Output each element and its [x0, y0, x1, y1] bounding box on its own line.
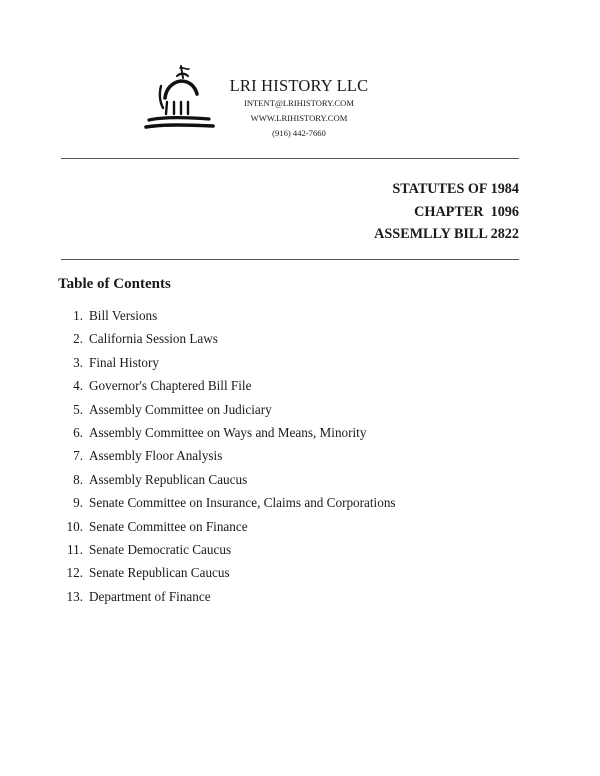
toc-item-number: 4.: [73, 378, 83, 394]
toc-item: [58, 329, 396, 352]
toc-item: [58, 563, 396, 586]
toc-item-label: California Session Laws: [89, 331, 218, 347]
statute-divider: [61, 259, 519, 260]
toc-item-label: Senate Republican Caucus: [89, 565, 230, 581]
toc-item-number: 8.: [73, 471, 83, 487]
toc-item: [58, 446, 396, 469]
toc-item: [58, 493, 396, 516]
toc-item: [58, 353, 396, 376]
toc-item-number: 6.: [73, 424, 83, 440]
toc-item-number: 1.: [73, 308, 83, 323]
toc-item-number: 11.: [67, 541, 83, 557]
toc-item: [58, 423, 396, 446]
toc-item-label: Assembly Republican Caucus: [89, 471, 248, 487]
toc-item-label: Assembly Committee on Ways and Means, Minority: [89, 424, 367, 440]
statute-block: [374, 178, 519, 246]
toc-item-label: Bill Versions: [89, 308, 158, 323]
toc-item-number: 9.: [73, 495, 83, 511]
toc-item-label: Governor's Chaptered Bill File: [89, 378, 252, 394]
header-divider: [61, 158, 519, 159]
toc-item-number: 12.: [66, 565, 83, 581]
toc-item-label: Senate Committee on Insurance, Claims and Corporations: [89, 495, 396, 511]
toc-list: [58, 306, 396, 610]
company-info: [226, 76, 372, 141]
company-email: INTENT@LRIHISTORY.COM: [243, 98, 354, 108]
toc-item: [58, 587, 396, 610]
toc-item-label: Assembly Floor Analysis: [89, 448, 223, 464]
toc-item-number: 5.: [73, 401, 83, 417]
capitol-dome-icon: [143, 64, 215, 138]
toc-item-number: 2.: [73, 331, 83, 347]
toc-item-label: Senate Committee on Finance: [89, 518, 248, 534]
company-website: WWW.LRIHISTORY.COM: [250, 113, 348, 123]
toc-item: [58, 376, 396, 399]
toc-item-label: Department of Finance: [89, 588, 211, 604]
toc-item: [58, 540, 396, 563]
statute-bill: ASSEMLLY BILL 2822: [374, 226, 519, 242]
toc-item: [58, 470, 396, 493]
statute-year: STATUTES OF 1984: [392, 181, 519, 197]
toc-item-label: Assembly Committee on Judiciary: [89, 401, 272, 417]
toc-title: Table of Contents: [58, 276, 171, 292]
toc-item-number: 13.: [66, 588, 83, 604]
toc-item-number: 7.: [73, 448, 83, 464]
toc-item-number: 3.: [73, 354, 83, 370]
toc-item: [58, 306, 396, 329]
company-phone: (916) 442-7660: [272, 128, 326, 138]
toc-item: [58, 517, 396, 540]
toc-item-number: 10.: [66, 518, 83, 534]
statute-chapter: CHAPTER 1096: [414, 203, 519, 220]
toc-item: [58, 400, 396, 423]
toc-item-label: Final History: [89, 354, 159, 370]
toc-item-label: Senate Democratic Caucus: [89, 541, 232, 557]
company-name: LRI HISTORY LLC: [229, 76, 369, 95]
